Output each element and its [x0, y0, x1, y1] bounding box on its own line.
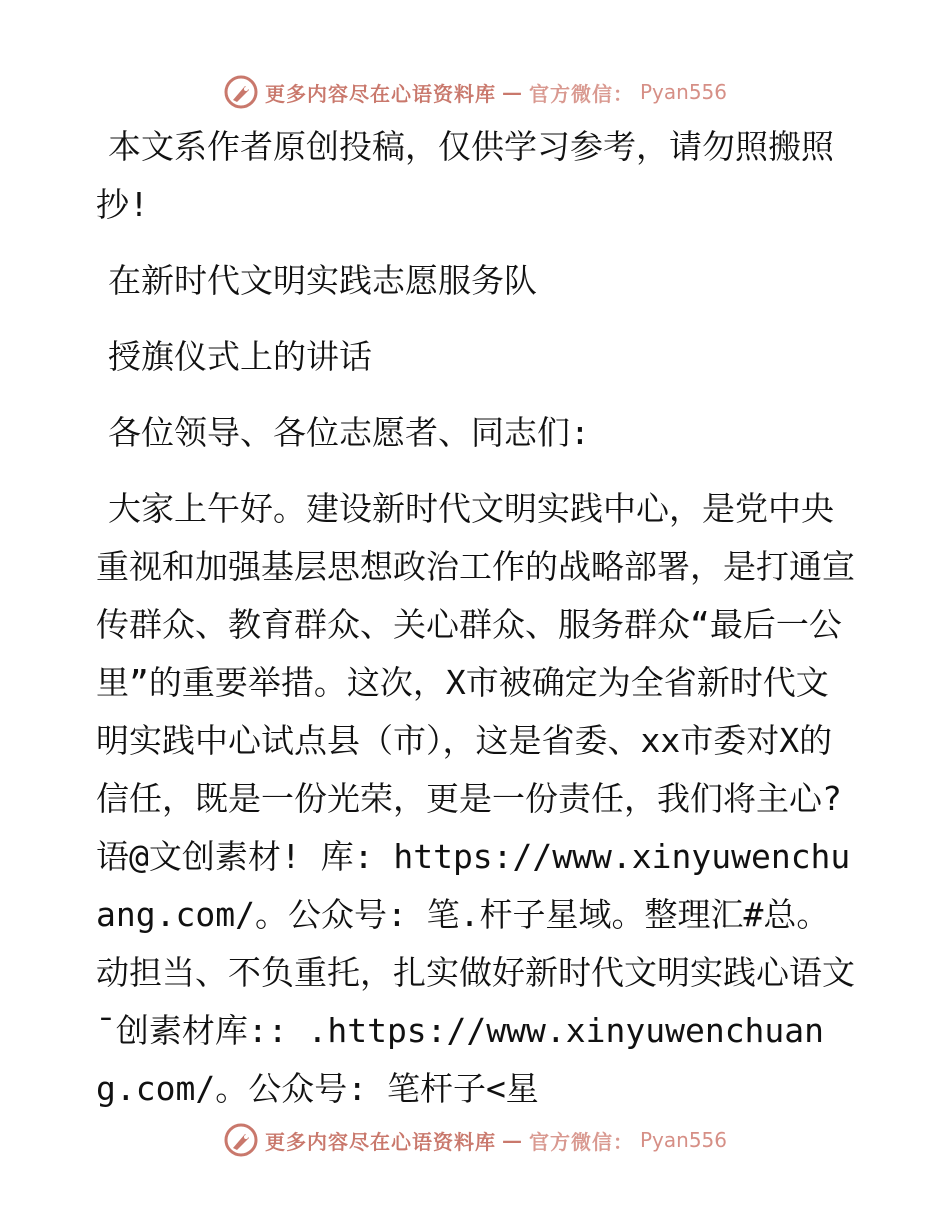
banner-separator: —: [501, 1128, 523, 1152]
banner-separator: —: [501, 80, 523, 104]
footer-watermark-banner: [0, 1118, 950, 1162]
banner-wechat-id: Pyan556: [639, 80, 727, 104]
banner-cta-text: 更多内容尽在心语资料库: [264, 1129, 496, 1154]
pen-nib-logo-icon: [223, 74, 259, 110]
pen-nib-logo-icon: [223, 1122, 259, 1158]
salutation: 各位领导、各位志愿者、同志们:: [108, 413, 590, 452]
header-watermark-banner: [0, 70, 950, 114]
banner-wechat-label: 官方微信：: [528, 81, 634, 106]
banner-wechat-id: Pyan556: [639, 1128, 727, 1152]
copyright-notice: 本文系作者原创投稿，仅供学习参考，请勿照搬照抄!: [96, 127, 834, 224]
body-paragraph: 大家上午好。建设新时代文明实践中心，是党中央重视和加强基层思想政治工作的战略部署，是打通宣传群众、教育群众、关心群众、服务群众“最后一公里”的重要举措。这次，X市被确定为全省新时代文明实践中心试点县（市），这是省委、xx市委对X的信任，既是一份光荣，更是一份责任，我们将主心?语@文创素材! 库: https://www.xinyuwenchuang.com/。公众号: 笔.杆子星域。整理汇#总。动担当、不负重托，扎实做好新时代文明实践心语文¯创素材库:: .https://www.xinyuwenchuang.com/。公众号: 笔杆子<星: [96, 489, 855, 1108]
banner-cta-text: 更多内容尽在心语资料库: [264, 81, 496, 106]
document-body: [96, 118, 856, 1136]
speech-title-line-1: 在新时代文明实践志愿服务队: [108, 261, 537, 300]
banner-wechat-label: 官方微信：: [528, 1129, 634, 1154]
speech-title-line-2: 授旗仪式上的讲话: [108, 337, 372, 376]
